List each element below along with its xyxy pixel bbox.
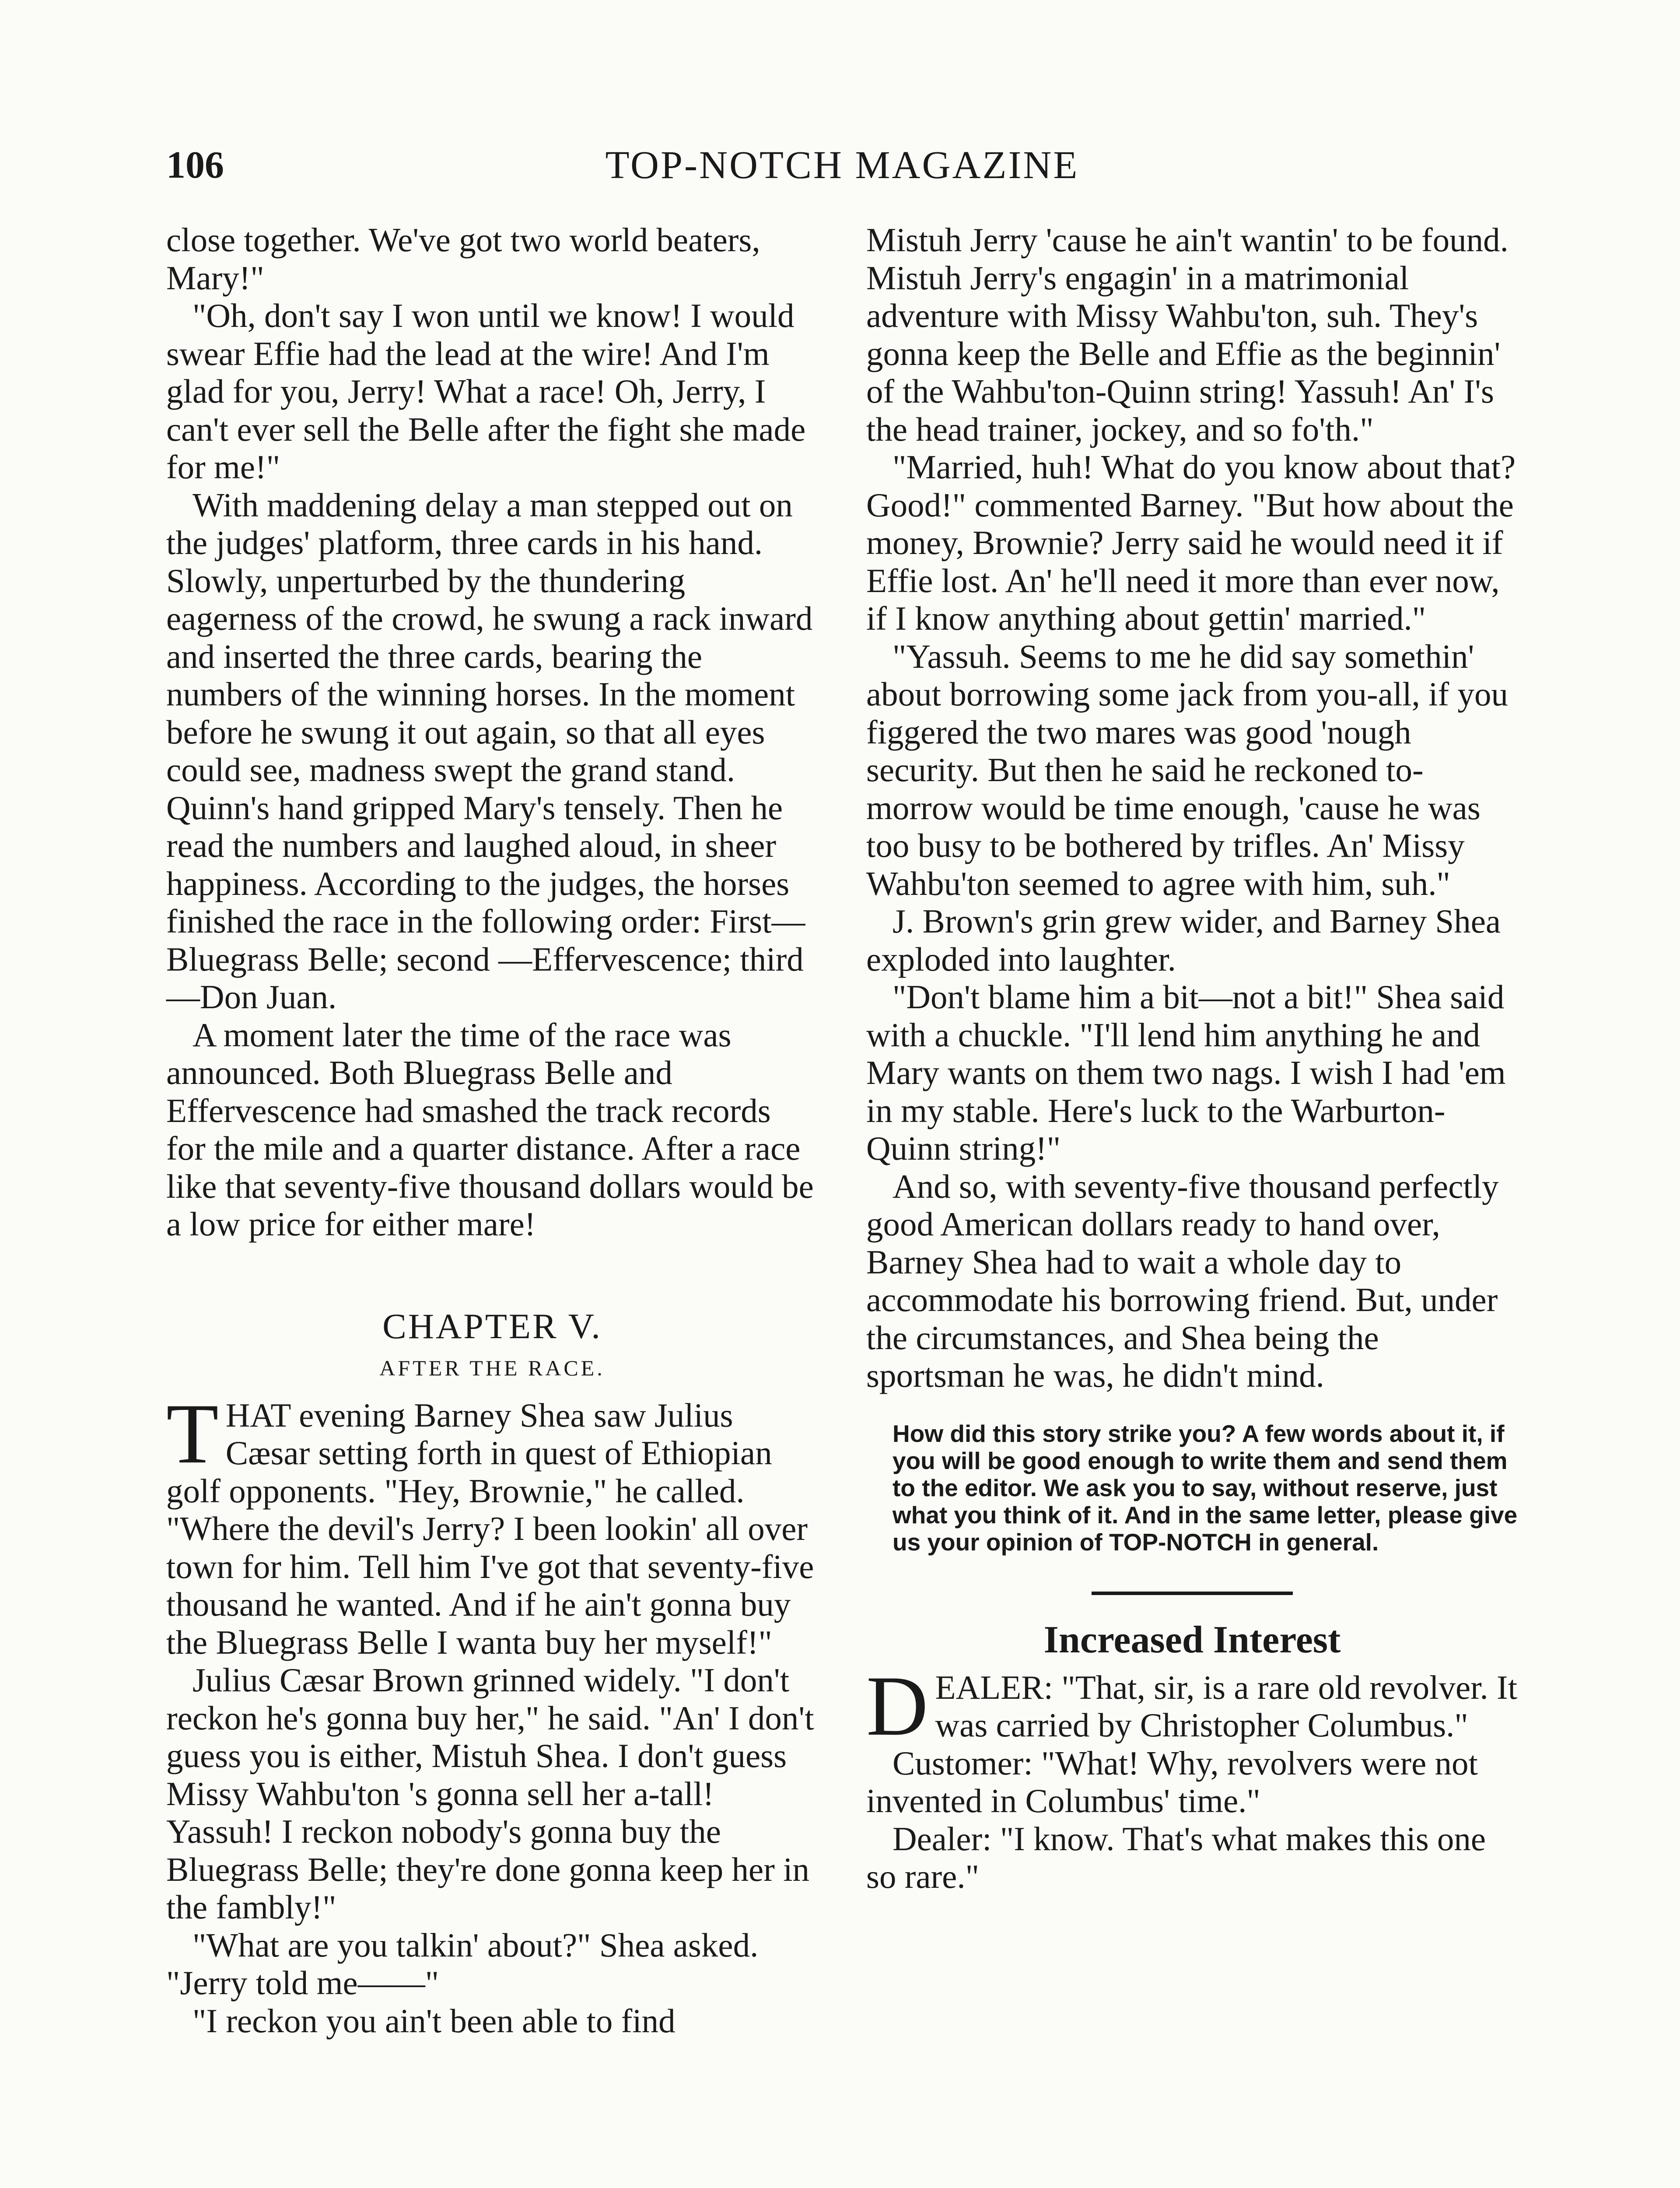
paragraph: With maddening delay a man stepped out on the judges' platform, three cards in his hand. Slowly, unperturbed by the thundering eagerness of the crowd, he swung a rack inward and inserted the three cards, bearing the numbers of the winning horses. In the moment before he swung it out again, so that all eyes could see, madness swept the grand stand. Quinn's hand gripped Mary's tensely. Then he read the numbers and laughed aloud, in sheer happiness. According to the judges, the horses finished the race in the following order: First—Bluegrass Belle; second —Effervescence; third—Don Juan.: [166, 486, 813, 1016]
paragraph: "What are you talkin' about?" Shea asked. "Jerry told me——": [166, 1926, 759, 2002]
paragraph: A moment later the time of the race was announced. Both Bluegrass Belle and Effervescence had smashed the track records for the mile and a quarter distance. After a race like that seventy-five thousand dollars would be a low price for either mare!: [166, 1016, 814, 1243]
paragraph: "Married, huh! What do you know about that? Good!" commented Barney. "But how about the money, Brownie? Jerry said he would need it if Effie lost. An' he'll need it more than ever now, if I know anything about gettin' married.": [866, 448, 1516, 637]
paragraph: Mistuh Jerry 'cause he ain't wantin' to be found. Mistuh Jerry's engagin' in a matrimonial adventure with Missy Wahbu'ton, suh. They's gonna keep the Belle and Effie as the beginnin' of the Wahbu'ton-Quinn string! Yassuh! An' I's the head trainer, jockey, and so fo'th.": [866, 221, 1508, 448]
section-divider: [1092, 1592, 1293, 1595]
paragraph-dropcap: [166, 1386, 818, 1662]
right-column: [866, 221, 1518, 1896]
article-title: Increased Interest: [1043, 1618, 1341, 1661]
paragraph: close together. We've got two world beaters, Mary!": [166, 221, 760, 297]
paragraph: Dealer: "I know. That's what makes this one so rare.": [866, 1820, 1486, 1895]
paragraph-text: EALER: "That, sir, is a rare old revolver. It was carried by Christopher Columbus.": [935, 1668, 1518, 1744]
chapter-title: CHAPTER V.: [382, 1306, 602, 1346]
left-column: [166, 221, 818, 2040]
paragraph: "Don't blame him a bit—not a bit!" Shea said with a chuckle. "I'll lend him anything he and Mary wants on them two nags. I wish I had 'em in my stable. Here's luck to the Warburton-Quinn string!": [866, 978, 1506, 1167]
paragraph-text: HAT evening Barney Shea saw Julius Cæsar setting forth in quest of Ethiopian golf opponents. "Hey, Brownie," he called. "Where the devil's Jerry? I been lookin' all over town for him. Tell him I've got that seventy-five thousand he wanted. And if he ain't gonna buy the Bluegrass Belle I wanta buy her myself!": [166, 1396, 814, 1661]
drop-cap: D: [866, 1658, 928, 1753]
paragraph: And so, with seventy-five thousand perfectly good American dollars ready to hand over, Barney Shea had to wait a whole day to accommodate his borrowing friend. But, under the circumstances, and Shea being the sportsman he was, he didn't mind.: [866, 1167, 1499, 1394]
page-header: [166, 139, 1518, 192]
paragraph: Customer: "What! Why, revolvers were not invented in Columbus' time.": [866, 1744, 1478, 1820]
chapter-heading: [166, 1304, 818, 1388]
paragraph: "Yassuh. Seems to me he did say somethin' about borrowing some jack from you-all, if you figgered the two mares was good 'nough security. But then he said he reckoned to-morrow would be time enough, 'cause he was too busy to be bothered by trifles. An' Missy Wahbu'ton seemed to agree with him, suh.": [866, 637, 1508, 902]
paragraph: Julius Cæsar Brown grinned widely. "I don't reckon he's gonna buy her," he said. "An' I don't guess you is either, Mistuh Shea. I don't guess Missy Wahbu'ton 's gonna sell her a-tall! Yassuh! I reckon nobody's gonna buy the Bluegrass Belle; they're done gonna keep her in the fambly!": [166, 1661, 814, 1926]
editor-note: How did this story strike you? A few words about it, if you will be good enough to write them and send them to the editor. We ask you to say, without reserve, just what you think of it. And in the same letter, please give us your opinion of TOP-NOTCH in general.: [892, 1420, 1518, 1556]
paragraph: "Oh, don't say I won until we know! I would swear Effie had the lead at the wire! And I'm glad for you, Jerry! What a race! Oh, Jerry, I can't ever sell the Belle after the fight she made for me!": [166, 297, 806, 486]
drop-cap: T: [166, 1386, 219, 1481]
running-title: TOP-NOTCH MAGAZINE: [605, 144, 1079, 187]
paragraph: J. Brown's grin grew wider, and Barney Shea exploded into laughter.: [866, 902, 1501, 978]
paragraph: "I reckon you ain't been able to find: [192, 2002, 676, 2040]
paragraph-dropcap: [866, 1658, 1518, 1753]
page-number: 106: [166, 144, 224, 186]
chapter-subtitle: AFTER THE RACE.: [379, 1355, 605, 1380]
